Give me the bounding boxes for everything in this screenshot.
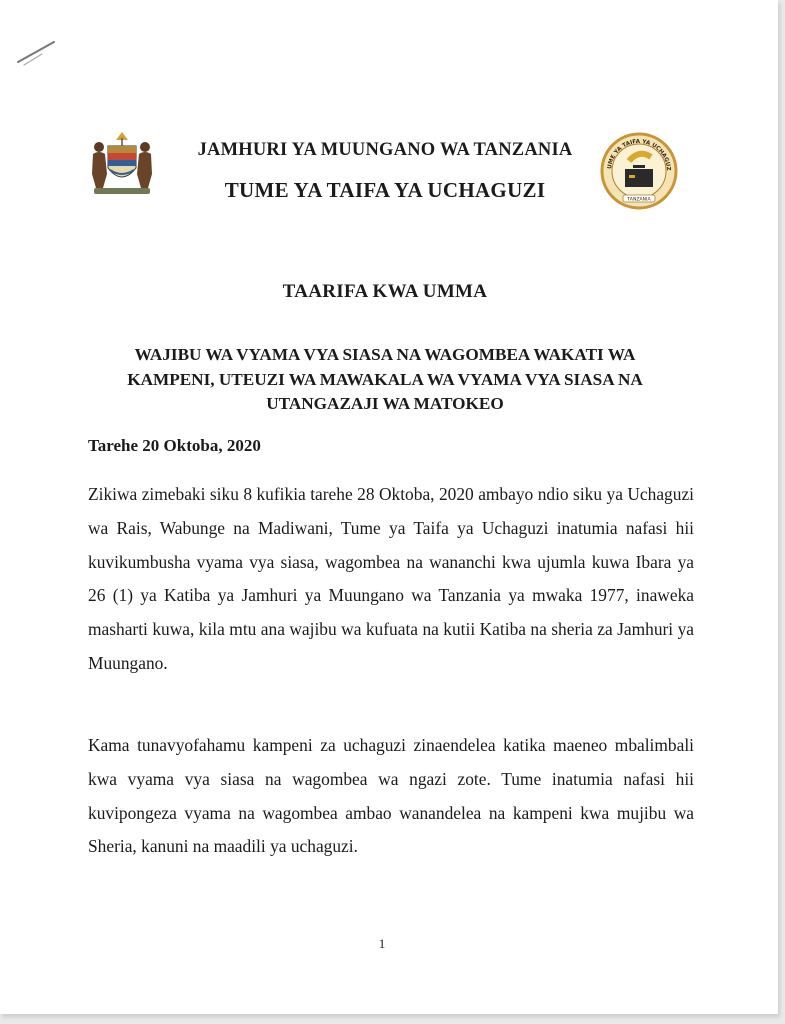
seal-banner: TANZANIA bbox=[627, 197, 651, 203]
seal-text: UME YA TAIFA YA UCHAGUZ bbox=[607, 138, 672, 172]
document-date: Tarehe 20 Oktoba, 2020 bbox=[88, 436, 261, 455]
pen-mark-icon bbox=[14, 30, 78, 70]
paragraph-1: Zikiwa zimebaki siku 8 kufikia tarehe 28 Oktoba, 2020 ambayo ndio siku ya Uchaguzi wa Rais, Wabunge na Madiwani, Tume ya Taifa ya Uchaguzi inatumia nafasi hii kuvikumbusha vyama vya siasa, wagombea na wananchi kwa ujumla kuwa Ibara ya 26 (1) ya Katiba ya Jamhuri ya Muungano wa Tanzania ya mwaka 1977, inaweka masharti kuwa, kila mtu ana wajibu wa kufuata na kutii Katiba na sheria za Jamhuri ya Muungano. bbox=[88, 484, 694, 673]
header-republic: JAMHURI YA MUUNGANO WA TANZANIA bbox=[197, 140, 573, 160]
subject-line: UTANGAZAJI WA MATOKEO bbox=[266, 394, 504, 413]
subject-heading bbox=[80, 343, 690, 417]
subject-line: KAMPENI, UTEUZI WA MAWAKALA WA VYAMA VYA SIASA NA bbox=[127, 369, 643, 389]
announcement-title: TAARIFA KWA UMMA bbox=[282, 281, 488, 302]
subject-line: WAJIBU WA VYAMA VYA SIASA NA WAGOMBEA WAKATI WA bbox=[134, 345, 636, 364]
page-number: 1 bbox=[378, 936, 386, 951]
paragraph-2: Kama tunavyofahamu kampeni za uchaguzi zinaendelea katika maeneo mbalimbali kwa vyama vya siasa na wagombea wa ngazi zote. Tume inatumia nafasi hii kuvipongeza vyama na wagombea ambao wanandelea na kampeni kwa mujibu wa Sheria, kanuni na maadili ya uchaguzi. bbox=[88, 735, 694, 857]
header-commission: TUME YA TAIFA YA UCHAGUZI bbox=[224, 178, 546, 202]
